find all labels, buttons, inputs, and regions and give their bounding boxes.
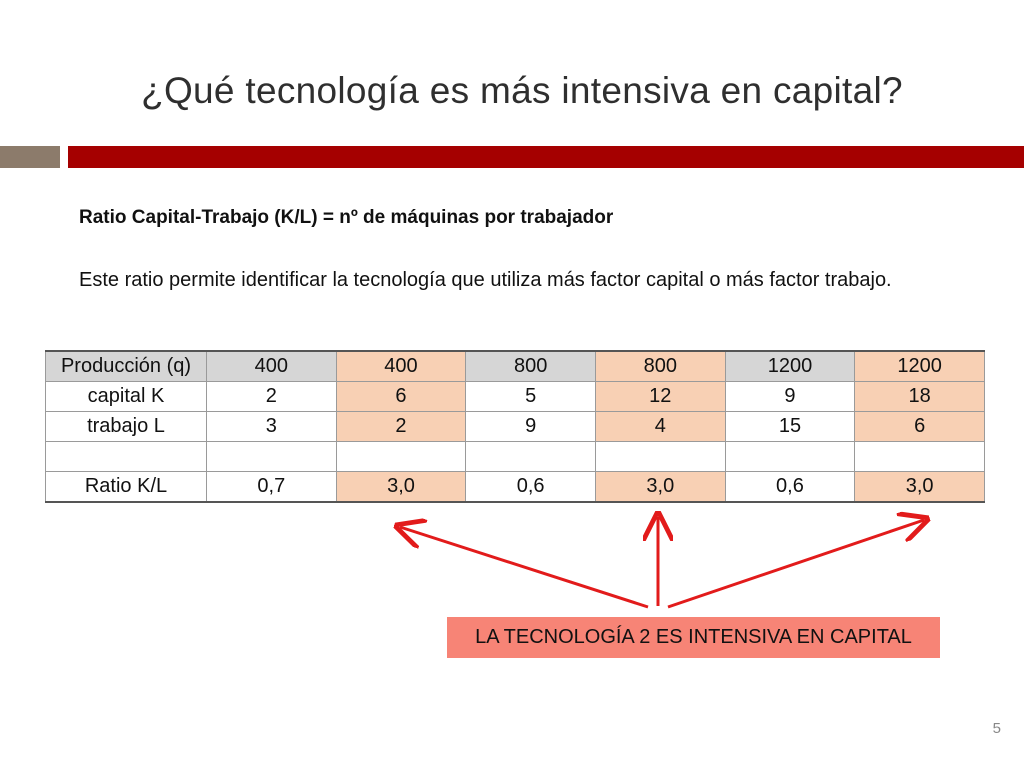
- table-cell: 6: [855, 412, 985, 442]
- table-cell: 3,0: [336, 472, 466, 503]
- table-cell: 5: [466, 382, 596, 412]
- table-cell: 800: [466, 351, 596, 382]
- row-label: Ratio K/L: [46, 472, 207, 503]
- row-label: trabajo L: [46, 412, 207, 442]
- table-cell: 12: [595, 382, 725, 412]
- ratio-definition: Ratio Capital-Trabajo (K/L) = nº de máquinas por trabajador: [79, 207, 614, 228]
- table-cell: 400: [207, 351, 337, 382]
- table-cell: 800: [595, 351, 725, 382]
- table-cell: 2: [336, 412, 466, 442]
- table-cell: 9: [466, 412, 596, 442]
- table-cell: 3: [207, 412, 337, 442]
- slide-title: ¿Qué tecnología es más intensiva en capital?: [141, 70, 903, 111]
- table-cell: 0,6: [725, 472, 855, 503]
- table-cell: 18: [855, 382, 985, 412]
- arrow-to-column-2: [400, 527, 648, 607]
- table-cell: 0,6: [466, 472, 596, 503]
- table-cell: 3,0: [595, 472, 725, 503]
- table-cell: 6: [336, 382, 466, 412]
- table-cell: 1200: [725, 351, 855, 382]
- table-cell: 3,0: [855, 472, 985, 503]
- table-cell: 0,7: [207, 472, 337, 503]
- row-label: capital K: [46, 382, 207, 412]
- table-cell: 15: [725, 412, 855, 442]
- table-cell: 4: [595, 412, 725, 442]
- page-number: 5: [992, 720, 1001, 737]
- row-label: Producción (q): [46, 351, 207, 382]
- conclusion-callout: LA TECNOLOGÍA 2 ES INTENSIVA EN CAPITAL: [447, 617, 940, 658]
- table-cell: 1200: [855, 351, 985, 382]
- table-cell: 2: [207, 382, 337, 412]
- arrow-to-column-6: [668, 520, 924, 607]
- table-cell: 400: [336, 351, 466, 382]
- table-cell: 9: [725, 382, 855, 412]
- ratio-explanation: Este ratio permite identificar la tecnología que utiliza más factor capital o más factor trabajo.: [79, 269, 892, 291]
